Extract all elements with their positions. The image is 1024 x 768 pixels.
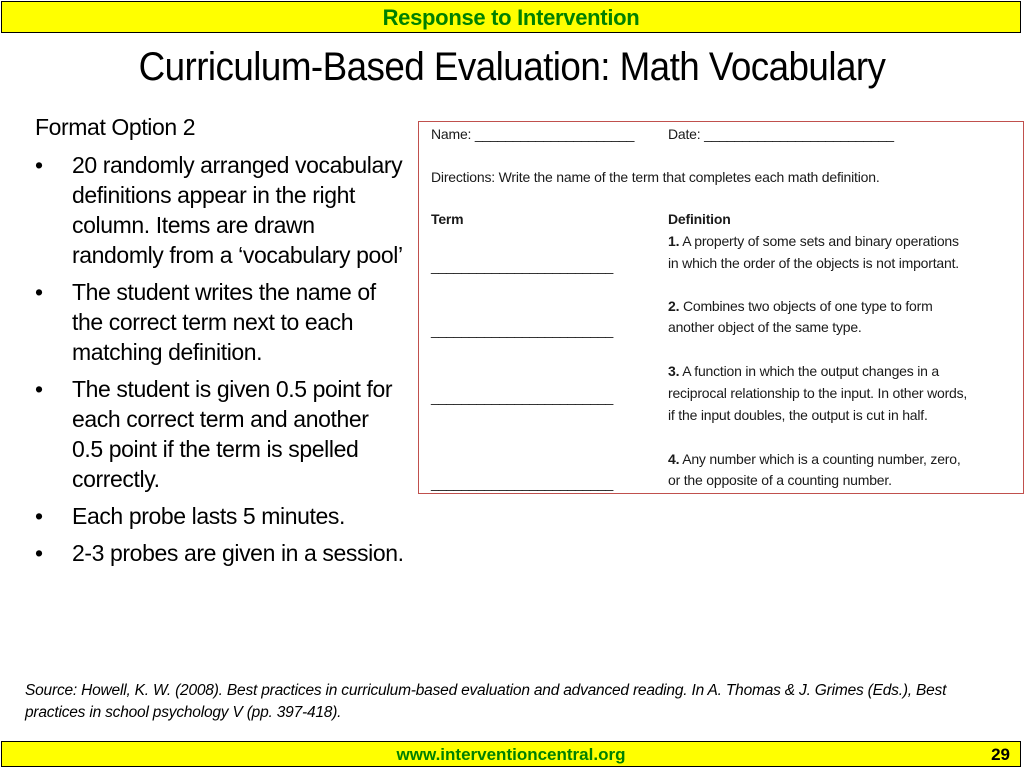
bullet-icon: • (35, 279, 43, 305)
slide-title: Curriculum-Based Evaluation: Math Vocabulary (138, 45, 886, 89)
term-blank: ________________________ (431, 475, 614, 491)
list-item (35, 277, 405, 367)
list-item (35, 501, 405, 531)
definition-line: or the opposite of a counting number. (668, 472, 892, 488)
worksheet-directions: Directions: Write the name of the term that completes each math definition. (431, 169, 880, 185)
name-field-label: Name: _____________________ (431, 126, 635, 142)
bullet-icon: • (35, 540, 43, 566)
list-item (35, 374, 405, 494)
worksheet-image (418, 121, 1024, 494)
term-blank: ________________________ (431, 258, 614, 274)
source-citation: Source: Howell, K. W. (2008). Best practices in curriculum-based evaluation and advanced reading. In A. Thomas & J. Grimes (Eds.), Best practices in school psychology V (pp. 397-418). (25, 682, 947, 721)
date-field-label: Date: _________________________ (668, 126, 894, 142)
term-blank: ________________________ (431, 389, 614, 405)
banner-title: Response to Intervention (382, 5, 640, 30)
page-number: 29 (991, 745, 1010, 764)
bottom-banner (1, 741, 1021, 767)
definition-item: 4. Any number which is a counting number, zero, (668, 451, 961, 467)
definition-line: another object of the same type. (668, 319, 862, 335)
footer-url-link[interactable]: www.interventioncentral.org (396, 745, 626, 764)
bullet-text: 20 randomly arranged vocabulary definitions appear in the right column. Items are drawn randomly from a ‘vocabulary pool’ (72, 152, 403, 268)
definition-item: 2. Combines two objects of one type to form (668, 298, 933, 314)
list-item (35, 538, 405, 568)
definition-item: 3. A function in which the output changes in a (668, 363, 940, 379)
left-column (35, 112, 405, 575)
bullet-icon: • (35, 152, 43, 178)
format-label: Format Option 2 (35, 114, 196, 140)
list-item (35, 150, 405, 270)
bullet-icon: • (35, 376, 43, 402)
bullet-text: The student is given 0.5 point for each correct term and another 0.5 point if the term is spelled correctly. (72, 376, 393, 492)
bullet-list (35, 150, 405, 568)
definition-item: 1. A property of some sets and binary operations (668, 233, 959, 249)
bullet-text: 2-3 probes are given in a session. (72, 540, 404, 566)
definition-header: Definition (668, 211, 731, 227)
term-blank: ________________________ (431, 322, 614, 338)
bullet-text: The student writes the name of the correct term next to each matching definition. (72, 279, 376, 365)
definition-line: in which the order of the objects is not important. (668, 255, 959, 271)
definition-line: if the input doubles, the output is cut in half. (668, 407, 928, 423)
bullet-text: Each probe lasts 5 minutes. (72, 503, 346, 529)
bullet-icon: • (35, 503, 43, 529)
term-header: Term (431, 211, 464, 227)
top-banner (1, 1, 1021, 33)
definition-line: reciprocal relationship to the input. In other words, (668, 385, 968, 401)
